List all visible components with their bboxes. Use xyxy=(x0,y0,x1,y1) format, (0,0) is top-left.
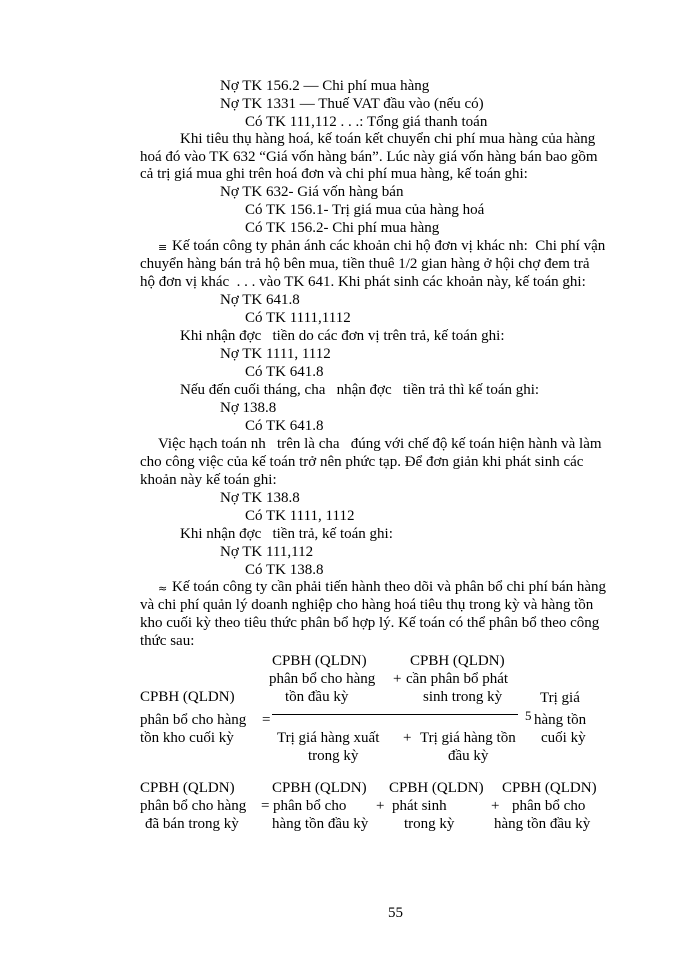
formula2-plus2: + xyxy=(491,798,500,814)
formula2-r3-c: trong kỳ xyxy=(404,816,455,832)
formula1-num-mid-a: phân bổ cho hàng xyxy=(269,671,376,687)
formula1-den-b1: Trị giá hàng tồn xyxy=(420,730,516,746)
formula1-lhs-3: tồn kho cuối kỳ xyxy=(140,730,234,746)
text-line: Việc hạch toán nh trên là cha đúng với chế độ kế toán hiện hành và làm xyxy=(158,436,602,452)
bullet-approx-icon: ≈ xyxy=(158,582,168,595)
text-line: hoá đó vào TK 632 “Giá vốn hàng bán”. Lúc này giá vốn hàng bán bao gồm xyxy=(140,149,598,165)
formula2-equals: = xyxy=(261,798,270,814)
text-line: Kế toán công ty cần phải tiến hành theo dõi và phân bổ chi phí bán hàng xyxy=(172,579,607,595)
text-line: Có TK 641.8 xyxy=(245,418,324,434)
formula2-r3-a: đã bán trong kỳ xyxy=(145,816,239,832)
formula2-r2-b: phân bổ cho xyxy=(273,798,347,814)
formula2-r1-b: CPBH (QLDN) xyxy=(272,780,367,796)
text-line: cả trị giá mua ghi trên hoá đơn và chi phí mua hàng, kế toán ghi: xyxy=(140,166,528,182)
formula1-den-a2: trong kỳ xyxy=(308,748,359,764)
formula1-num-top-b: CPBH (QLDN) xyxy=(410,653,505,669)
page-number: 55 xyxy=(388,905,403,921)
text-line: Có TK 1111, 1112 xyxy=(245,508,355,524)
formula1-rhs-3: cuối kỳ xyxy=(541,730,586,746)
text-line: Có TK 111,112 . . .: Tổng giá thanh toán xyxy=(245,114,488,130)
formula1-num-bot-a: tồn đầu kỳ xyxy=(285,689,349,705)
text-line: kho cuối kỳ theo tiêu thức phân bổ hợp lý. Kế toán có thể phân bổ theo công xyxy=(140,615,600,631)
text-line: và chi phí quản lý doanh nghiệp cho hàng hoá tiêu thụ trong kỳ và hàng tồn xyxy=(140,597,594,613)
text-line: Có TK 156.2- Chi phí mua hàng xyxy=(245,220,440,236)
text-line: Có TK 156.1- Trị giá mua của hàng hoá xyxy=(245,202,485,218)
text-line: Nợ TK 156.2 — Chi phí mua hàng xyxy=(220,78,430,94)
formula1-num-bot-b: sinh trong kỳ xyxy=(423,689,503,705)
formula1-den-a1: Trị giá hàng xuất xyxy=(277,730,380,746)
formula2-r2-a: phân bổ cho hàng xyxy=(140,798,247,814)
formula1-lhs-1: CPBH (QLDN) xyxy=(140,689,235,705)
text-line: Có TK 641.8 xyxy=(245,364,324,380)
formula1-plus: + xyxy=(393,671,402,687)
text-line: Khi nhận đợc tiền trả, kế toán ghi: xyxy=(180,526,393,542)
text-line: Có TK 1111,1112 xyxy=(245,310,351,326)
formula2-r1-d: CPBH (QLDN) xyxy=(502,780,597,796)
formula1-equals: = xyxy=(262,712,271,728)
formula2-plus1: + xyxy=(376,798,385,814)
formula2-r2-d: phân bổ cho xyxy=(512,798,586,814)
text-line: thức sau: xyxy=(140,633,195,649)
formula1-fraction-bar xyxy=(272,714,518,715)
text-line: Khi nhận đợc tiền do các đơn vị trên trả, kế toán ghi: xyxy=(180,328,505,344)
text-line: Có TK 138.8 xyxy=(245,562,324,578)
text-line: Khi tiêu thụ hàng hoá, kế toán kết chuyển chi phí mua hàng của hàng xyxy=(180,131,596,147)
text-line: Nợ TK 111,112 xyxy=(220,544,314,560)
formula1-num-top-a: CPBH (QLDN) xyxy=(272,653,367,669)
formula2-r3-d: hàng tồn đầu kỳ xyxy=(494,816,591,832)
text-line: cho công việc của kế toán trở nên phức tạp. Để đơn giản khi phát sinh các xyxy=(140,454,584,470)
text-line: Nợ TK 1331 — Thuế VAT đầu vào (nếu có) xyxy=(220,96,484,112)
formula2-r2-c: phát sinh xyxy=(392,798,447,814)
text-line: Nợ TK 1111, 1112 xyxy=(220,346,331,362)
formula1-num-mid-b: cần phân bổ phát xyxy=(406,671,509,687)
formula1-den-b2: đầu kỳ xyxy=(448,748,489,764)
formula1-lhs-2: phân bổ cho hàng xyxy=(140,712,247,728)
text-line: Nợ 138.8 xyxy=(220,400,277,416)
formula1-rhs-1: Trị giá xyxy=(540,690,580,706)
text-line: Nếu đến cuối tháng, cha nhận đợc tiền trả thì kế toán ghi: xyxy=(180,382,540,398)
formula2-r3-b: hàng tồn đầu kỳ xyxy=(272,816,369,832)
formula1-rhs-2: hàng tồn xyxy=(534,712,587,728)
text-line: khoản này kế toán ghi: xyxy=(140,472,277,488)
text-line: Nợ TK 632- Giá vốn hàng bán xyxy=(220,184,404,200)
formula2-r1-a: CPBH (QLDN) xyxy=(140,780,235,796)
formula1-den-plus: + xyxy=(403,730,412,746)
formula1-times: 5 xyxy=(525,708,532,723)
text-line: hộ đơn vị khác . . . vào TK 641. Khi phát sinh các khoản này, kế toán ghi: xyxy=(140,274,586,290)
text-line: chuyển hàng bán trả hộ bên mua, tiền thuê 1/2 gian hàng ở hội chợ đem trả xyxy=(140,256,590,272)
text-line: Nợ TK 641.8 xyxy=(220,292,300,308)
text-line: Nợ TK 138.8 xyxy=(220,490,300,506)
formula2-r1-c: CPBH (QLDN) xyxy=(389,780,484,796)
bullet-equiv-icon: ≡ xyxy=(158,241,168,254)
text-line: Kế toán công ty phản ánh các khoản chi hộ đơn vị khác nh: Chi phí vận xyxy=(172,238,606,254)
